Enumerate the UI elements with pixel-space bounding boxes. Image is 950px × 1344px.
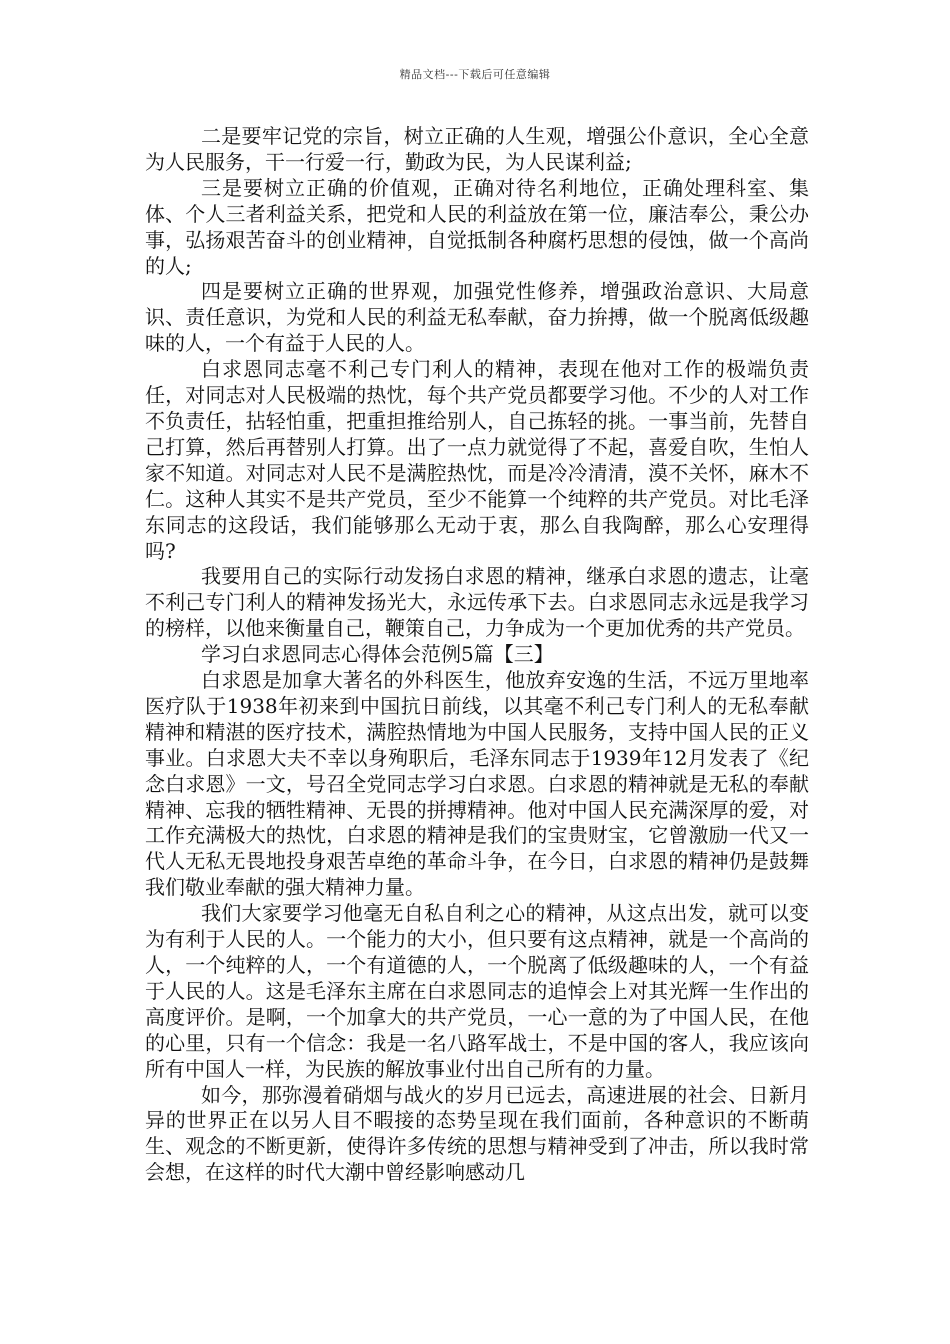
document-body	[145, 124, 809, 1186]
paragraph-5: 我要用自己的实际行动发扬白求恩的精神，继承白求恩的遗志，让毫不利己专门利人的精神发扬光大，永远传承下去。白求恩同志永远是我学习的榜样，以他来衡量自己，鞭策自己，力争成为一个更加优秀的共产党员。	[145, 564, 809, 641]
paragraph-6: 白求恩是加拿大著名的外科医生，他放弃安逸的生活，不远万里地率医疗队于1938年初来到中国抗日前线，以其毫不利己专门利人的无私奉献精神和精湛的医疗技术，满腔热情地为中国人民服务，支持中国人民的正义事业。白求恩大夫不幸以身殉职后，毛泽东同志于1939年12月发表了《纪念白求恩》一文，号召全党同志学习白求恩。白求恩的精神就是无私的奉献精神、忘我的牺牲精神、无畏的拼搏精神。他对中国人民充满深厚的爱，对工作充满极大的热忱，白求恩的精神是我们的宝贵财宝，它曾激励一代又一代人无私无畏地投身艰苦卓绝的革命斗争，在今日，白求恩的精神仍是鼓舞我们敬业奉献的强大精神力量。	[145, 668, 809, 900]
paragraph-2: 三是要树立正确的价值观，正确对待名利地位，正确处理科室、集体、个人三者利益关系，把党和人民的利益放在第一位，廉洁奉公，秉公办事，弘扬艰苦奋斗的创业精神，自觉抵制各种腐朽思想的侵蚀，做一个高尚的人;	[145, 175, 809, 278]
paragraph-3: 四是要树立正确的世界观，加强党性修养，增强政治意识、大局意识、责任意识，为党和人民的利益无私奉献，奋力拚搏，做一个脱离低级趣味的人，一个有益于人民的人。	[145, 279, 809, 356]
page-header-note: 精品文档---下载后可任意编辑	[399, 68, 551, 81]
paragraph-7: 我们大家要学习他毫无自私自利之心的精神，从这点出发，就可以变为有利于人民的人。一个能力的大小，但只要有这点精神，就是一个高尚的人，一个纯粹的人，一个有道德的人，一个脱离了低级趣味的人，一个有益于人民的人。这是毛泽东主席在白求恩同志的追悼会上对其光辉一生作出的高度评价。是啊，一个加拿大的共产党员，一心一意的为了中国人民，在他的心里，只有一个信念：我是一名八路军战士，不是中国的客人，我应该向所有中国人一样，为民族的解放事业付出自己所有的力量。	[145, 901, 809, 1081]
paragraph-8: 如今，那弥漫着硝烟与战火的岁月已远去，高速进展的社会、日新月异的世界正在以另人目不暇接的态势呈现在我们面前，各种意识的不断萌生、观念的不断更新，使得许多传统的思想与精神受到了冲击，所以我时常会想，在这样的时代大潮中曾经影响感动几	[145, 1082, 809, 1185]
paragraph-1: 二是要牢记党的宗旨，树立正确的人生观，增强公仆意识，全心全意为人民服务，干一行爱一行，勤政为民，为人民谋利益;	[145, 124, 809, 174]
section-heading: 学习白求恩同志心得体会范例5篇【三】	[201, 642, 554, 667]
paragraph-4: 白求恩同志毫不利己专门利人的精神，表现在他对工作的极端负责任，对同志对人民极端的热忱，每个共产党员都要学习他。不少的人对工作不负责任，拈轻怕重，把重担推给别人，自己拣轻的挑。一事当前，先替自己打算，然后再替别人打算。出了一点力就觉得了不起，喜爱自吹，生怕人家不知道。对同志对人民不是满腔热忱，而是冷冷清清，漠不关怀，麻木不仁。这种人其实不是共产党员，至少不能算一个纯粹的共产党员。对比毛泽东同志的这段话，我们能够那么无动于衷，那么自我陶醉，那么心安理得吗?	[145, 357, 809, 563]
